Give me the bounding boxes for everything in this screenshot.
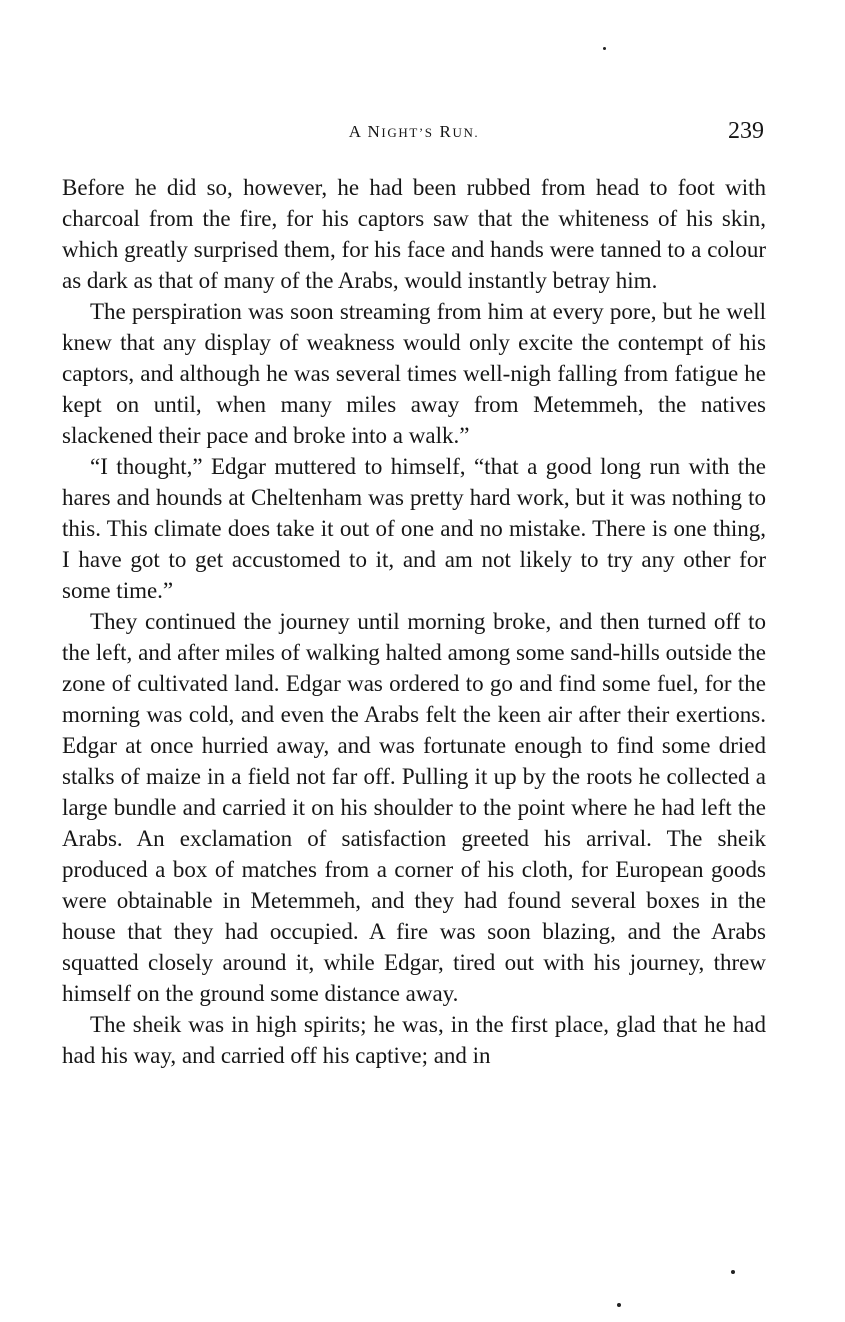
title-initial-n: N — [367, 122, 382, 141]
title-initial-r: R — [439, 122, 453, 141]
page-number: 239 — [728, 118, 764, 144]
paragraph-2: The perspiration was soon streaming from him at every pore, but he well knew that any display of weakness would only excite the contempt of his captors, and although he was several times well-nigh falling from fatigue he kept on until, when many miles away from Metemmeh, the natives slackened their pace and broke into a walk.” — [62, 299, 766, 448]
ink-speck-top — [603, 47, 606, 50]
title-word-a: A — [348, 122, 362, 141]
running-title — [62, 122, 766, 142]
ink-speck-bottom-right — [731, 1270, 735, 1274]
body-text — [62, 172, 766, 1071]
paragraph-5: The sheik was in high spirits; he was, in the first place, glad that he had had his way, and carried off his captive; and in — [62, 1012, 766, 1068]
title-rest-ight: IGHT — [381, 125, 419, 140]
paragraph-1: Before he did so, however, he had been rubbed from head to foot with charcoal from the fire, for his captors saw that the whiteness of his skin, which greatly surprised them, for his face and hands were tanned to a colour as dark as that of many of the Arabs, would instantly betray him. — [62, 175, 766, 293]
paragraph-3: “I thought,” Edgar muttered to himself, “that a good long run with the hares and hounds at Cheltenham was pretty hard work, but it was nothing to this. This climate does take it out of one and no mistake. There is one thing, I have got to get accustomed to it, and am not likely to try any other for some time.” — [62, 454, 766, 603]
running-head — [62, 118, 766, 154]
title-possessive-s: ’S — [418, 125, 434, 140]
ink-speck-bottom — [617, 1303, 621, 1307]
title-rest-un: UN. — [452, 125, 480, 140]
paragraph-4: They continued the journey until morning broke, and then turned off to the left, and after miles of walking halted among some sand-hills outside the zone of cultivated land. Edgar was ordered to go and find some fuel, for the morning was cold, and even the Arabs felt the keen air after their exertions. Edgar at once hurried away, and was fortunate enough to find some dried stalks of maize in a field not far off. Pulling it up by the roots he collected a large bundle and carried it on his shoulder to the point where he had left the Arabs. An exclamation of satisfaction greeted his arrival. The sheik produced a box of matches from a corner of his cloth, for European goods were obtainable in Metemmeh, and they had found several boxes in the house that they had occupied. A fire was soon blazing, and the Arabs squatted closely around it, while Edgar, tired out with his journey, threw himself on the ground some distance away. — [62, 609, 766, 1006]
